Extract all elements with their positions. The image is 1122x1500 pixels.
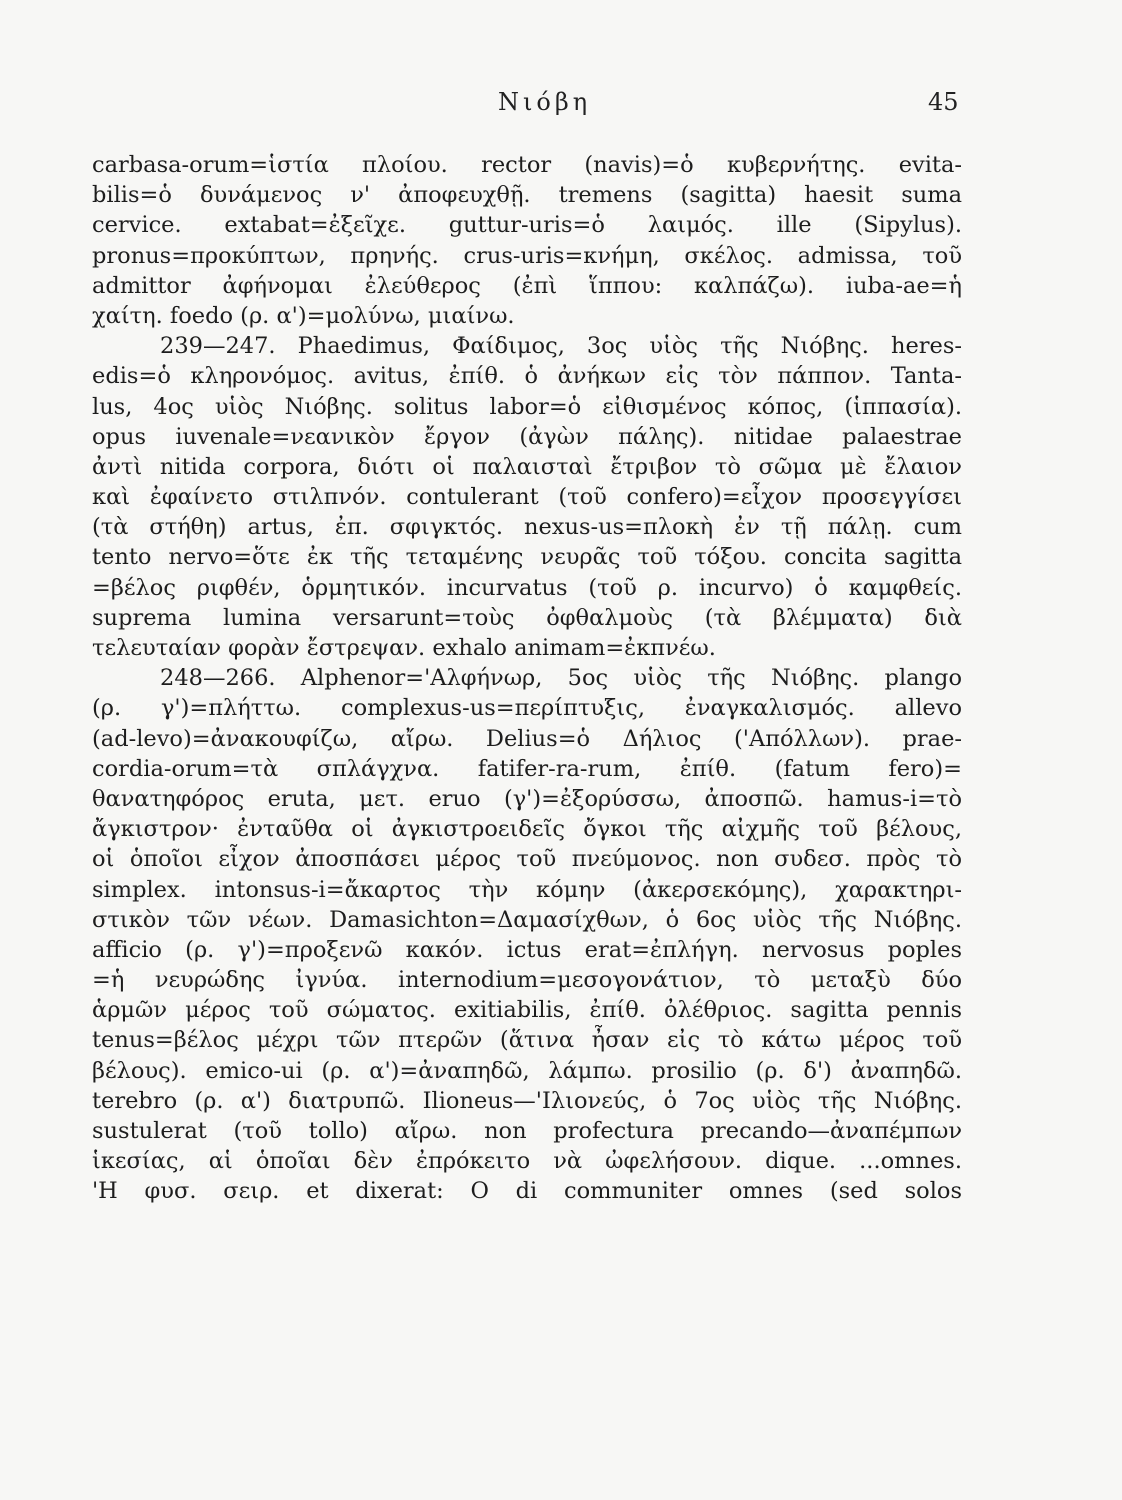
text-line: tenus=βέλος μέχρι τῶν πτερῶν (ἅτινα ἦσαν εἰς τὸ κάτω μέρος τοῦ	[92, 1027, 962, 1054]
running-title: Νιόβη	[498, 88, 592, 116]
text-line: afficio (ρ. γ')=προξενῶ κακόν. ictus erat=ἐπλήγη. nervosus poples	[92, 936, 962, 963]
text-line: καὶ ἐφαίνετο στιλπνόν. contulerant (τοῦ confero)=εἶχον προσεγγίσει	[92, 484, 962, 511]
text-line: admittor ἀφήνομαι ἐλεύθερος (ἐπὶ ἵππου: καλπάζω). iuba-ae=ἡ	[92, 272, 962, 299]
text-line: ἀντὶ nitida corpora, διότι οἱ παλαισταὶ ἔτριβον τὸ σῶμα μὲ ἔλαιον	[92, 453, 962, 480]
commentary-text	[92, 150, 962, 1207]
text-line: carbasa-orum=ἱστία πλοίου. rector (navis)=ὁ κυβερνήτης. evita-	[92, 152, 962, 178]
text-line: ἄγκιστρον· ἐνταῦθα οἱ ἀγκιστροειδεῖς ὄγκοι τῆς αἰχμῆς τοῦ βέλους,	[92, 816, 962, 843]
text-line: cervice. extabat=ἐξεῖχε. guttur-uris=ὁ λαιμός. ille (Sipylus).	[92, 212, 962, 239]
text-line: χαίτη. foedo (ρ. α')=μολύνω, μιαίνω.	[92, 302, 515, 329]
text-line: cordia-orum=τὰ σπλάγχνα. fatifer-ra-rum, ἐπίθ. (fatum fero)=	[92, 755, 962, 782]
text-line: =ἡ νευρώδης ἰγνύα. internodium=μεσογονάτιον, τὸ μεταξὺ δύο	[92, 967, 962, 994]
text-line: (ρ. γ')=πλήττω. complexus-us=περίπτυξις, ἐναγκαλισμός. allevo	[92, 695, 962, 722]
text-line: pronus=προκύπτων, πρηνής. crus-uris=κνήμη, σκέλος. admissa, τοῦ	[92, 242, 962, 269]
text-line: tento nervo=ὅτε ἐκ τῆς τεταμένης νευρᾶς τοῦ τόξου. concita sagitta	[92, 544, 962, 571]
text-line: opus iuvenale=νεανικὸν ἔργον (ἀγὼν πάλης). nitidae palaestrae	[92, 423, 962, 450]
text-line: βέλους). emico-ui (ρ. α')=ἀναπηδῶ, λάμπω. prosilio (ρ. δ') ἀναπηδῶ.	[92, 1057, 962, 1084]
page-number: 45	[928, 88, 959, 116]
text-line: (τὰ στήθη) artus, ἐπ. σφιγκτός. nexus-us=πλοκὴ ἐν τῇ πάλῃ. cum	[92, 514, 962, 541]
text-line: simplex. intonsus-i=ἄκαρτος τὴν κόμην (ἀκερσεκόμης), χαρακτηρι-	[92, 876, 962, 903]
text-line: θανατηφόρος eruta, μετ. eruo (γ')=ἐξορύσσω, ἀποσπῶ. hamus-i=τὸ	[92, 785, 962, 812]
text-line: ἱκεσίας, αἱ ὁποῖαι δὲν ἐπρόκειτο νὰ ὠφελήσουν. dique. ...omnes.	[92, 1148, 962, 1175]
text-line: suprema lumina versarunt=τοὺς ὀφθαλμοὺς (τὰ βλέμματα) διὰ	[92, 604, 962, 631]
text-line: (ad-levo)=ἀνακουφίζω, αἴρω. Delius=ὁ Δήλιος ('Απόλλων). prae-	[92, 725, 962, 752]
text-line: οἱ ὁποῖοι εἶχον ἀποσπάσει μέρος τοῦ πνεύμονος. non συδεσ. πρὸς τὸ	[92, 846, 962, 873]
text-line: sustulerat (τοῦ tollo) αἴρω. non profectura precando—ἀναπέμπων	[92, 1118, 962, 1144]
text-line: ἁρμῶν μέρος τοῦ σώματος. exitiabilis, ἐπίθ. ὀλέθριος. sagitta pennis	[92, 997, 962, 1024]
paragraph-start-line: 248—266. Alphenor='Αλφήνωρ, 5ος υἱὸς τῆς Νιόβης. plango	[160, 665, 962, 692]
text-line: τελευταίαν φορὰν ἔστρεψαν. exhalo animam=ἐκπνέω.	[92, 635, 716, 661]
paragraph-start-line: 239—247. Phaedimus, Φαίδιμος, 3ος υἱὸς τῆς Νιόβης. heres-	[160, 333, 962, 360]
running-head	[0, 88, 1122, 128]
text-line: 'Η φυσ. σειρ. et dixerat: O di communiter omnes (sed solos	[92, 1178, 962, 1205]
text-line: στικὸν τῶν νέων. Damasichton=Δαμασίχθων, ὁ 6ος υἱὸς τῆς Νιόβης.	[92, 906, 962, 933]
text-line: edis=ὁ κληρονόμος. avitus, ἐπίθ. ὁ ἀνήκων εἰς τὸν πάππον. Tanta-	[92, 363, 962, 390]
text-line: lus, 4ος υἱὸς Νιόβης. solitus labor=ὁ εἰθισμένος κόπος, (ἱππασία).	[92, 393, 962, 420]
text-line: terebro (ρ. α') διατρυπῶ. Ilioneus—'Ιλιονεύς, ὁ 7ος υἱὸς τῆς Νιόβης.	[92, 1087, 962, 1114]
text-line: bilis=ὁ δυνάμενος ν' ἀποφευχθῇ. tremens (sagitta) haesit suma	[92, 182, 962, 209]
text-line: =βέλος ριφθέν, ὁρμητικόν. incurvatus (τοῦ ρ. incurvo) ὁ καμφθείς.	[92, 574, 962, 601]
